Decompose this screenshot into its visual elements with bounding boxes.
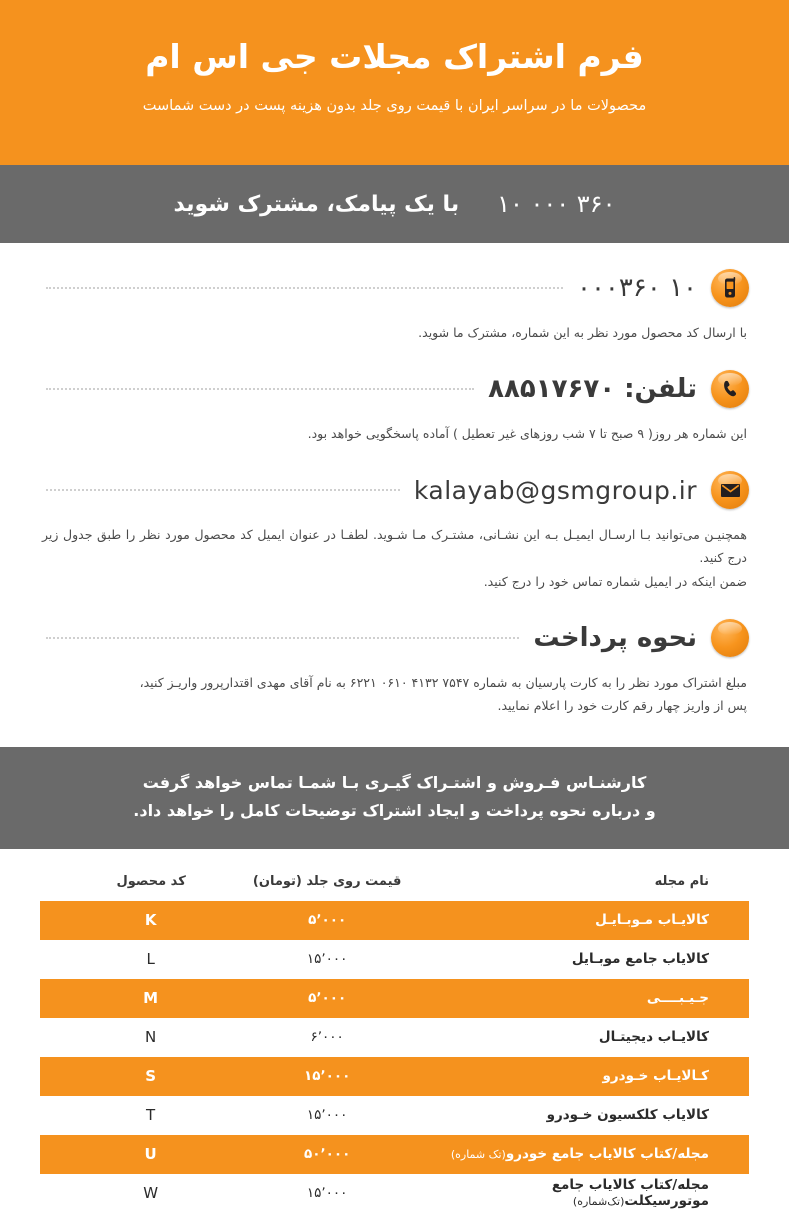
cell-cover-price: ۵٬۰۰۰ bbox=[217, 979, 437, 1018]
cell-cover-price: ۱۵٬۰۰۰ bbox=[306, 951, 348, 968]
cell-cover-price: ۵٬۰۰۰ bbox=[217, 901, 437, 940]
table-body bbox=[40, 901, 749, 1213]
table-row bbox=[40, 1057, 749, 1096]
cell-cover-price: ۵۰٬۰۰۰ bbox=[217, 1135, 437, 1174]
phone-number-value: تلفن: ۸۸۵۱۷۶۷۰ bbox=[488, 374, 697, 405]
email-address-value[interactable]: kalayab@gsmgroup.ir bbox=[413, 475, 697, 505]
price-table-wrapper bbox=[0, 865, 789, 1213]
contact-row-email bbox=[40, 471, 749, 509]
cell-cover-price: ۱۵٬۰۰۰ bbox=[306, 1107, 348, 1124]
payment-note-line1: مبلغ اشتراک مورد نظر را به کارت پارسیان به شماره ۷۵۴۷ ۴۱۳۲ ۰۶۱۰ ۶۲۲۱ به نام آقای مهدی اقتدارپرور واریـز کنید، bbox=[139, 674, 747, 690]
table-header-row bbox=[40, 865, 749, 901]
email-note-line2: ضمن اینکه در ایمیل شماره تماس خود را درج کنید. bbox=[483, 573, 747, 589]
sms-note: با ارسال کد محصول مورد نظر به این شماره، مشترک ما شوید. bbox=[418, 325, 747, 340]
cell-magazine-name: مجله/کتاب کالایاب جامع موتورسیکلت(تک‌شماره) bbox=[551, 1177, 709, 1210]
email-note-line1: همچنیـن می‌توانید بـا ارسـال ایمیـل بـه این نشـانی، مشتـرک مـا شـوید. لطفـا در عنوان ایمیل کد محصول مورد نظر را طبق جدول زیر درج کنید. bbox=[42, 527, 747, 566]
cell-product-code: W bbox=[143, 1184, 159, 1203]
sms-shortcode: ۱۰ ۰۰۰ ۳۶۰ bbox=[497, 190, 616, 218]
payment-heading: نحوه پرداخت bbox=[533, 622, 697, 653]
cell-magazine-name: کالایاب کلکسیون خـودرو bbox=[546, 1107, 709, 1124]
cell-product-code: M bbox=[40, 979, 217, 1018]
cell-product-code: S bbox=[40, 1057, 217, 1096]
sms-subscribe-bar bbox=[0, 165, 789, 243]
table-row bbox=[40, 940, 749, 979]
content-area bbox=[0, 269, 789, 717]
divider-line bbox=[46, 489, 400, 491]
table-row bbox=[40, 1018, 749, 1057]
cell-cover-price: ۱۵٬۰۰۰ bbox=[217, 1057, 437, 1096]
cell-magazine-name-sub: (تک‌شماره) bbox=[572, 1195, 625, 1209]
callout-line-2: و درباره نحوه پرداخت و ایجاد اشتراک توضیحات کامل را خواهد داد. bbox=[133, 800, 656, 820]
table-row bbox=[40, 901, 749, 940]
cell-product-code: K bbox=[40, 901, 217, 940]
telephone-handset-icon bbox=[711, 370, 749, 408]
hero-banner bbox=[0, 0, 789, 165]
divider-line bbox=[46, 637, 519, 639]
cell-magazine-name: کالایاب جامع موبـایل bbox=[571, 951, 709, 968]
orange-circle-icon bbox=[711, 619, 749, 657]
cell-magazine-name-sub: (تک شماره) bbox=[450, 1148, 506, 1162]
cell-magazine-name: مجله/کتاب کالایاب جامع خودرو(تک شماره) bbox=[437, 1135, 749, 1174]
table-row bbox=[40, 1135, 749, 1174]
phone-note: این شماره هر روز( ۹ صبح تا ۷ شب روزهای غیر تعطیل ) آماده پاسخگویی خواهد بود. bbox=[307, 426, 747, 442]
payment-note-line2: پس از واریز چهار رقم کارت خود را اعلام نمایید. bbox=[497, 697, 747, 713]
divider-line bbox=[46, 388, 474, 390]
divider-line bbox=[46, 287, 563, 289]
cell-cover-price: ۱۵٬۰۰۰ bbox=[306, 1185, 348, 1202]
sms-number-value: ۱۰ ۰۰۰۳۶۰ bbox=[577, 273, 697, 303]
cell-cover-price: ۶٬۰۰۰ bbox=[310, 1029, 344, 1046]
contact-row-phone bbox=[40, 370, 749, 408]
cell-product-code: U bbox=[40, 1135, 217, 1174]
envelope-icon bbox=[711, 471, 749, 509]
cell-product-code: L bbox=[146, 950, 155, 969]
contact-row-sms bbox=[40, 269, 749, 307]
hero-subtitle: محصولات ما در سراسر ایران با قیمت روی جلد بدون هزینه پست در دست شماست bbox=[142, 97, 647, 114]
sms-subscribe-label: با یک پیامک، مشترک شوید bbox=[173, 191, 460, 217]
cell-magazine-name: کالایـاب مـوبـایـل bbox=[437, 901, 749, 940]
column-header-cover-price: قیمت روی جلد (تومان) bbox=[252, 873, 402, 889]
column-header-magazine-name: نام مجله bbox=[654, 873, 709, 889]
column-header-product-code: کد محصول bbox=[116, 873, 186, 889]
table-row bbox=[40, 1174, 749, 1213]
payment-section-header bbox=[40, 619, 749, 657]
table-row bbox=[40, 1096, 749, 1135]
cell-magazine-name: جـیـبــــی bbox=[437, 979, 749, 1018]
table-row bbox=[40, 979, 749, 1018]
cell-magazine-name: کـالایـاب خـودرو bbox=[437, 1057, 749, 1096]
mobile-phone-icon bbox=[711, 269, 749, 307]
page-title: فرم اشتراک مجلات جی اس ام bbox=[145, 37, 644, 76]
cell-product-code: N bbox=[145, 1028, 157, 1047]
cell-magazine-name: کالایـاب دیجیتـال bbox=[598, 1029, 709, 1046]
sales-callout bbox=[0, 747, 789, 849]
cell-product-code: T bbox=[146, 1106, 156, 1125]
magazine-price-table bbox=[40, 865, 749, 1213]
callout-line-1: کارشنـاس فـروش و اشتـراک گیـری بـا شمـا تماس خواهد گرفت bbox=[142, 772, 647, 792]
